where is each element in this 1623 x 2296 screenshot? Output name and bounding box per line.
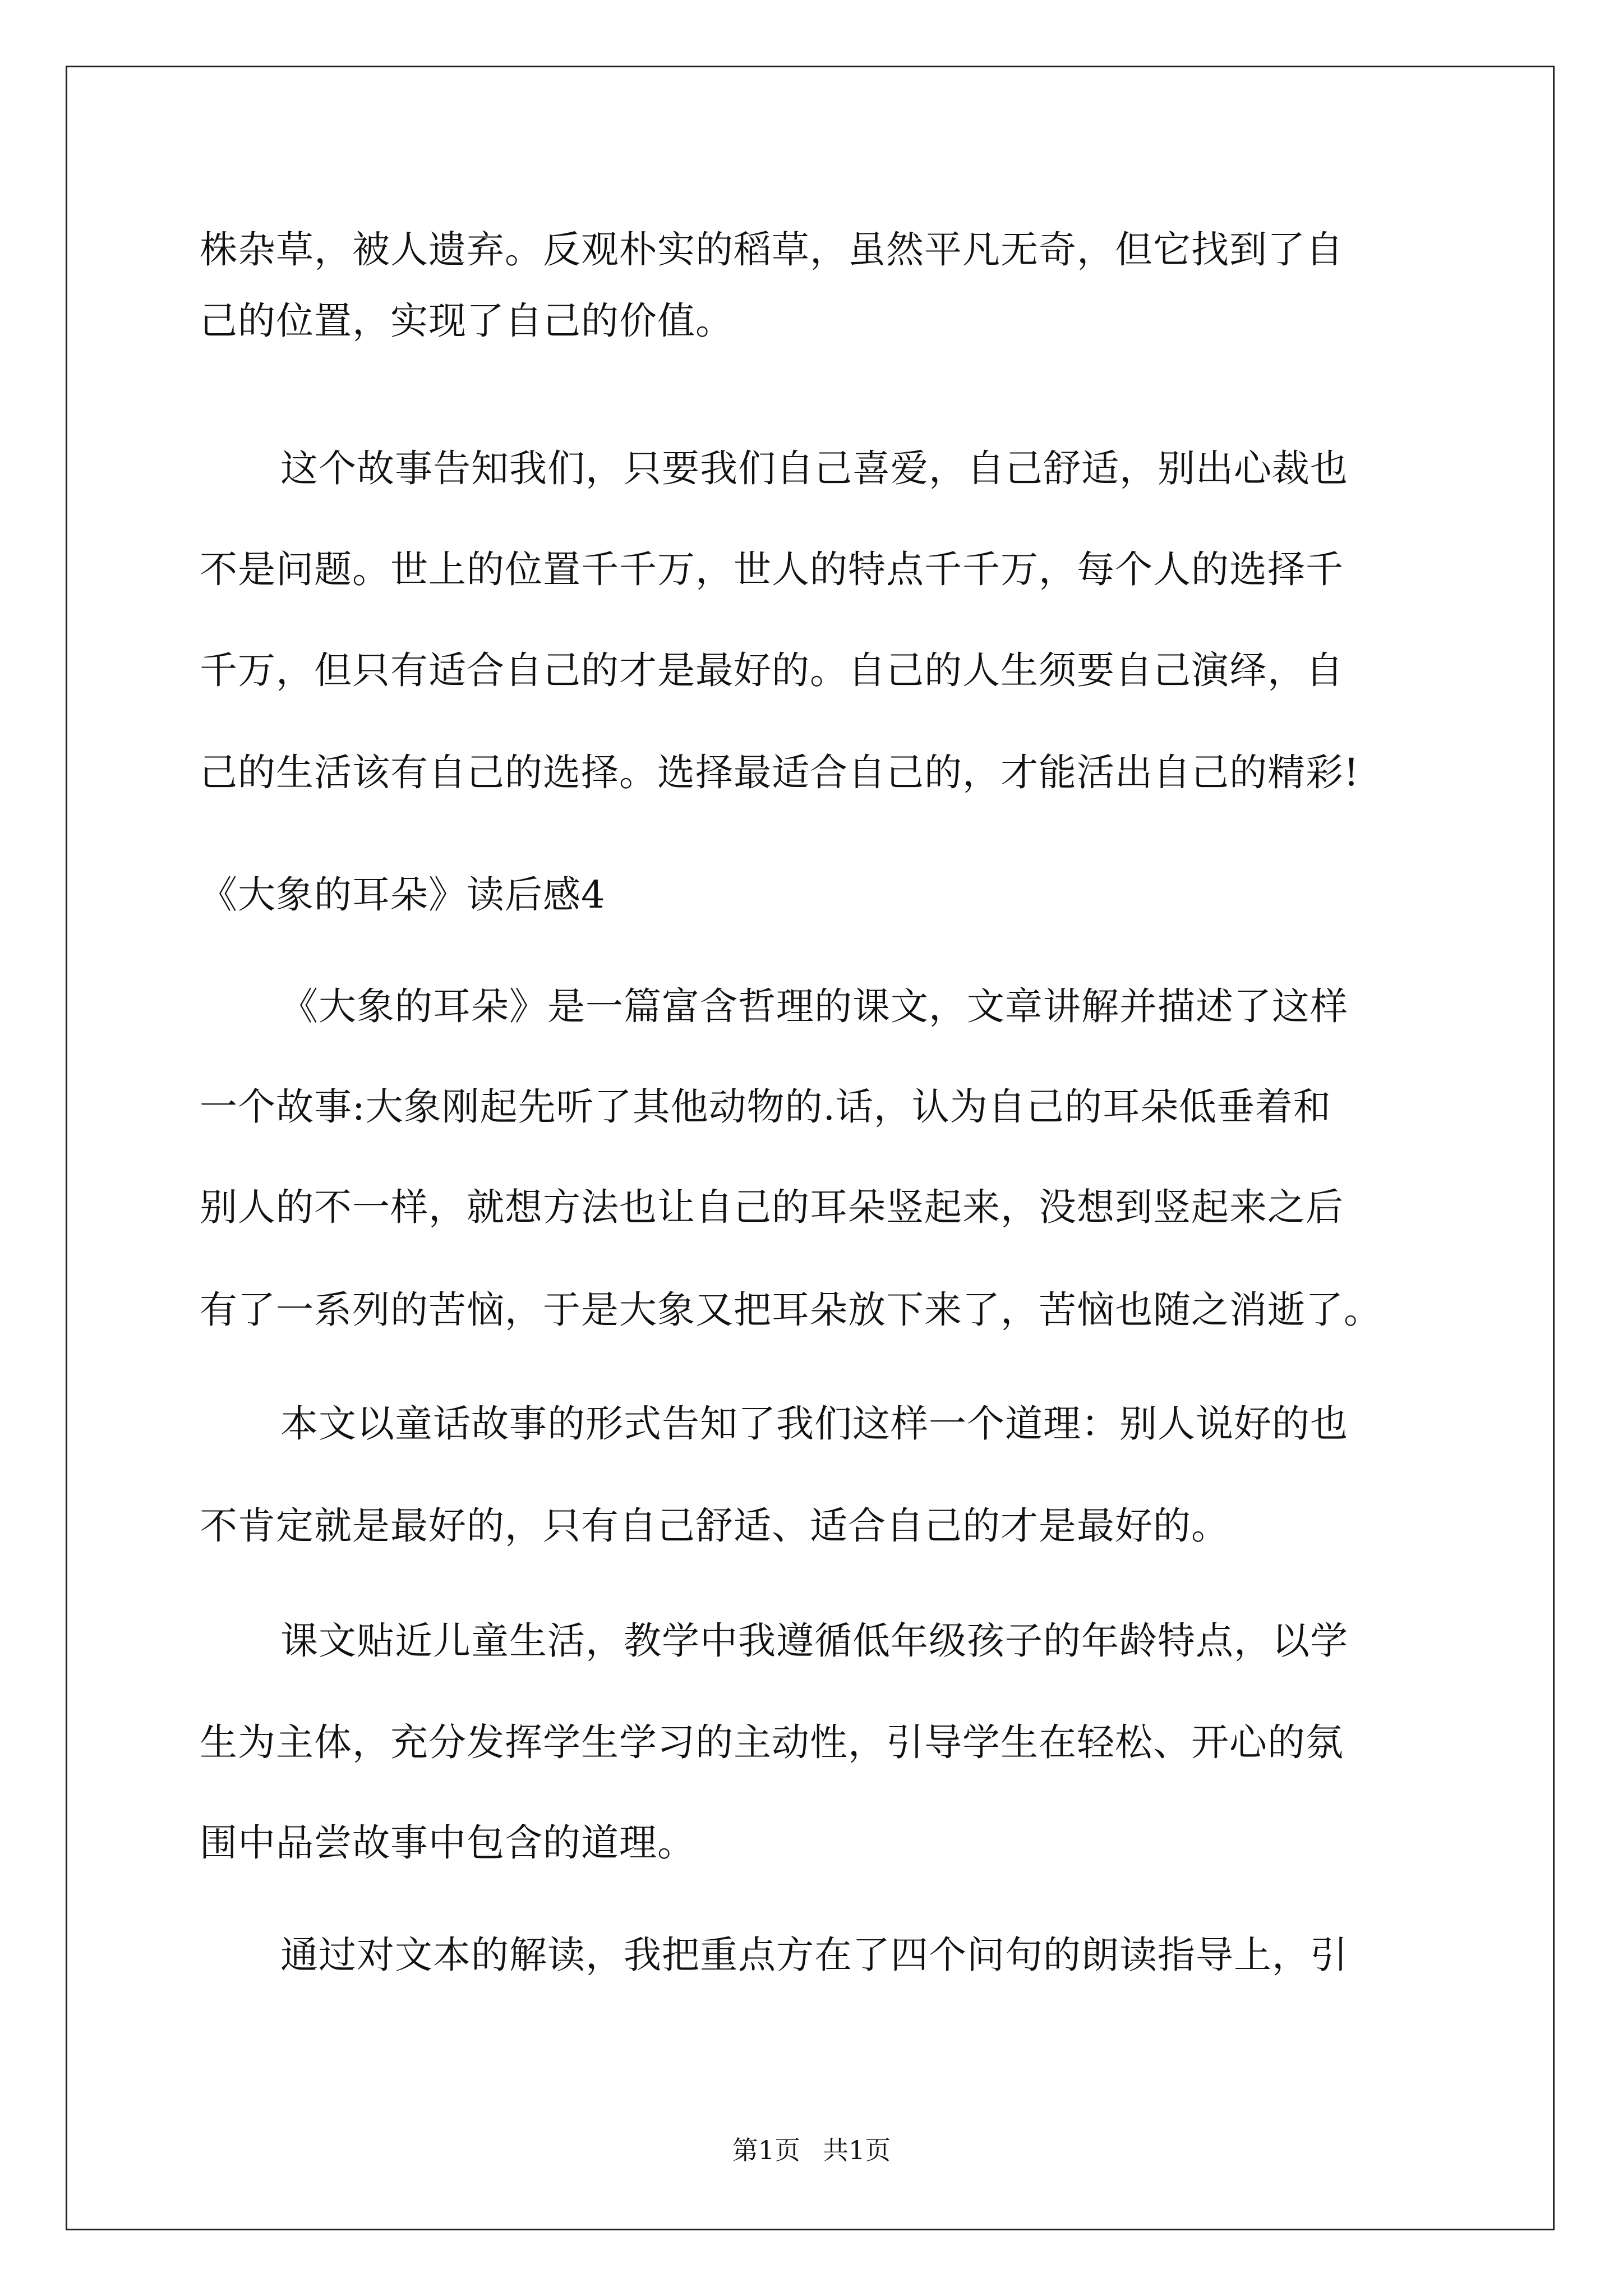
text-line: 通过对文本的解读，我把重点方在了四个问句的朗读指导上，引 (280, 1933, 1348, 1977)
text-line: 己的位置，实现了自己的价值。 (200, 299, 734, 343)
text-line: 有了一系列的苦恼，于是大象又把耳朵放下来了，苦恼也随之消逝了。 (200, 1288, 1382, 1332)
page-number: 第1页 (732, 2135, 800, 2165)
page-total: 共1页 (823, 2135, 891, 2165)
section-heading: 《大象的耳朵》读后感4 (200, 873, 606, 917)
text-line: 围中品尝故事中包含的道理。 (200, 1821, 695, 1865)
text-line: 己的生活该有自己的选择。选择最适合自己的，才能活出自己的精彩! (200, 751, 1359, 794)
text-line: 不是问题。世上的位置千千万，世人的特点千千万，每个人的选择千 (200, 547, 1344, 591)
text-line: 本文以童话故事的形式告知了我们这样一个道理：别人说好的也 (280, 1402, 1348, 1446)
text-line: 不肯定就是最好的，只有自己舒适、适合自己的才是最好的。 (200, 1504, 1229, 1548)
text-line: 《大象的耳朵》是一篇富含哲理的课文，文章讲解并描述了这样 (280, 984, 1348, 1028)
text-line: 这个故事告知我们，只要我们自己喜爱，自己舒适，别出心裁也 (280, 447, 1348, 490)
text-line: 一个故事:大象刚起先听了其他动物的.话，认为自己的耳朵低垂着和 (200, 1085, 1331, 1129)
text-line: 别人的不一样，就想方法也让自己的耳朵竖起来，没想到竖起来之后 (200, 1185, 1344, 1229)
text-line: 生为主体，充分发挥学生学习的主动性，引导学生在轻松、开心的氛 (200, 1720, 1344, 1764)
text-line: 千万，但只有适合自己的才是最好的。自己的人生须要自己演绎，自 (200, 648, 1344, 692)
text-line: 课文贴近儿童生活，教学中我遵循低年级孩子的年龄特点，以学 (280, 1619, 1348, 1663)
page-border (66, 66, 1555, 2230)
page-footer (0, 2133, 1623, 2167)
text-line: 株杂草，被人遗弃。反观朴实的稻草，虽然平凡无奇，但它找到了自 (200, 228, 1344, 272)
